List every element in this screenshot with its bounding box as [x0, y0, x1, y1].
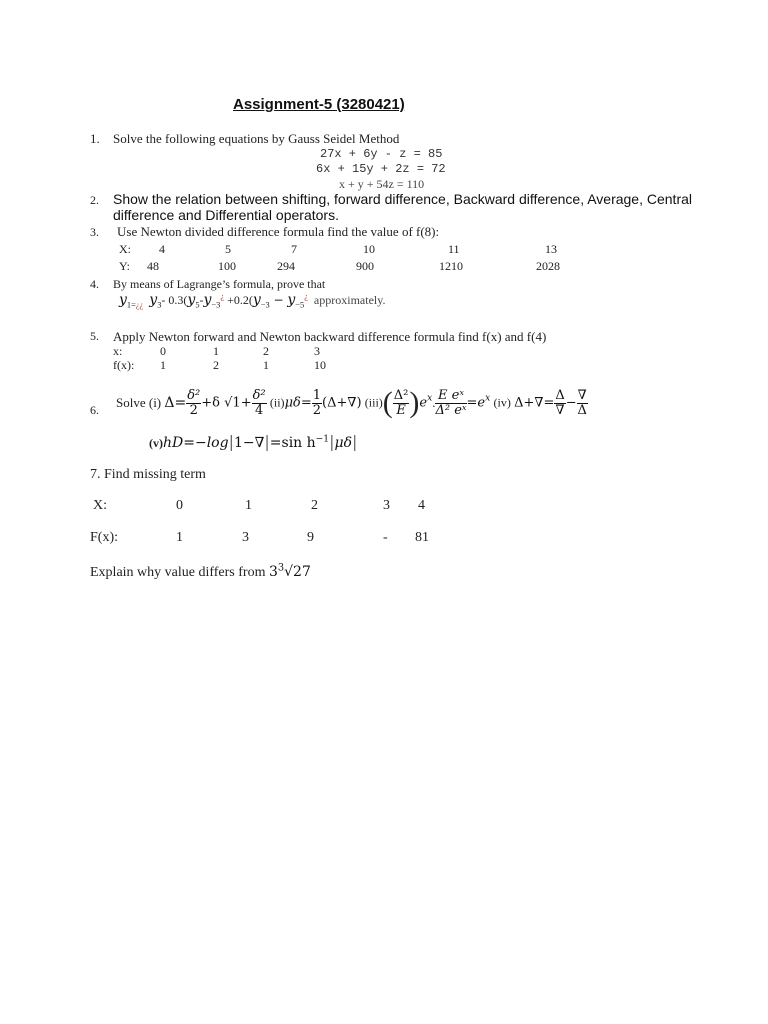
q4-glyph: ¿: [220, 292, 225, 301]
q3-y-value: 900: [356, 259, 374, 273]
q7-x-value: 2: [311, 498, 318, 513]
q6-iii-rhs-sup: x: [485, 393, 491, 404]
q2-text-line2: [113, 207, 339, 223]
q4-minus: −: [269, 293, 288, 307]
q2-line2-text: difference and Differential operators: [113, 207, 336, 223]
q6-v-bar-open: |: [228, 432, 234, 451]
q3-y-label: Y:: [119, 259, 130, 273]
q6-iii-d2: Δ² eˣ: [435, 402, 467, 418]
q6-iii-close-paren: ): [409, 386, 420, 419]
q6-iv-frac2: [577, 389, 588, 417]
q4-number: 4.: [90, 277, 99, 291]
q3-x-value: 13: [545, 242, 557, 256]
q6-iii-frac2: [435, 389, 466, 417]
q6-iv-label: (iv): [493, 395, 511, 410]
q6-iv-frac1: [554, 389, 565, 417]
q7-f-value: 81: [415, 530, 429, 545]
q6-iv-lhs: Δ+∇=: [514, 395, 555, 411]
q1-equation-3: x + y + 54z = 110: [339, 177, 425, 191]
q3-x-value: 11: [448, 242, 460, 256]
q6-iv-minus: −: [565, 395, 577, 411]
q6-formula-line2: [149, 432, 357, 451]
q7-expr-root: √27: [284, 564, 311, 580]
q4-ym3: y: [203, 292, 212, 308]
q6-ii-n: 1: [312, 387, 322, 403]
q4-y1-sub-text: 1=: [126, 300, 136, 310]
q7-x-label: X:: [93, 498, 107, 513]
q3-x-value: 7: [291, 242, 297, 256]
q4-part2: +0.2(: [224, 293, 253, 307]
q4-glyph-2: ¿: [304, 292, 308, 301]
q6-solve-label: Solve (i): [116, 395, 162, 410]
q5-x-value: 2: [263, 344, 269, 358]
q5-number: 5.: [90, 329, 99, 343]
q6-i-n2: δ²: [252, 387, 266, 403]
q6-v-bar-open-2: |: [329, 432, 335, 451]
q6-iii-n1: Δ²: [393, 387, 409, 403]
q1-equation-2: 6x + 15y + 2z = 72: [316, 162, 446, 176]
q5-x-label: x:: [113, 344, 123, 358]
q4-y3: y: [149, 292, 158, 308]
q6-v-expr: hD=−log: [163, 435, 229, 451]
q6-i-frac2: [252, 389, 267, 417]
q3-x-value: 5: [225, 242, 231, 256]
q4-y1-sub-glyph: ¿¿: [135, 300, 144, 310]
q5-f-label: f(x):: [113, 358, 135, 372]
q7-explain-text: Explain why value differs from: [90, 565, 266, 580]
q4-part1: - 0.3(: [161, 293, 188, 307]
q4-dash: -: [199, 293, 204, 307]
q4-approx: approximately.: [313, 293, 386, 307]
q4-y5: y: [187, 292, 196, 308]
q7-x-value: 1: [245, 498, 252, 513]
q7-f-value: 1: [176, 530, 183, 545]
q5-x-value: 1: [213, 344, 219, 358]
q5-f-value: 1: [160, 358, 166, 372]
q6-i-d1: 2: [189, 402, 198, 418]
q4-text: By means of Lagrange’s formula, prove that: [113, 277, 326, 291]
q4-ym5: y: [287, 292, 296, 308]
q5-x-value: 3: [314, 344, 320, 358]
q4-ym3b: y: [252, 292, 261, 308]
q7-heading: 7. Find missing term: [90, 467, 206, 482]
q6-v-mid: 1−∇: [233, 435, 265, 451]
q6-iii-open-paren: (: [382, 386, 393, 419]
q1-equation-1: 27x + 6y - z = 85: [320, 147, 443, 161]
q3-y-value: 100: [218, 259, 236, 273]
q6-iii-ex-sup: x: [427, 393, 433, 404]
q6-iv-d2: Δ: [577, 402, 587, 418]
q6-formula-line1: [116, 388, 588, 418]
q6-iii-n2: E eˣ: [435, 389, 466, 404]
q5-x-value: 0: [160, 344, 166, 358]
q6-iii-dot: .: [432, 395, 436, 410]
q3-x-value: 10: [363, 242, 375, 256]
q2-number: 2.: [90, 193, 99, 207]
q7-x-value: 0: [176, 498, 183, 513]
q6-number: 6.: [90, 403, 99, 417]
q6-ii-rhs: (Δ+∇): [322, 395, 362, 411]
q5-f-value: 2: [213, 358, 219, 372]
q6-i-n1: δ²: [187, 387, 201, 403]
q3-y-value: 2028: [536, 259, 560, 273]
q4-ym5-sub: −5: [295, 300, 305, 310]
q6-ii-label: (ii): [269, 395, 285, 410]
q6-v-eq: =sin h: [269, 435, 316, 451]
q6-iii-d1: E: [396, 402, 406, 418]
q6-ii-lhs: μδ=: [284, 395, 312, 411]
q3-x-value: 4: [159, 242, 165, 256]
q3-y-value: 1210: [439, 259, 463, 273]
q6-iii-ex: e: [419, 395, 428, 411]
q7-x-value: 3: [383, 498, 390, 513]
q6-iv-d1: ∇: [555, 402, 565, 418]
q6-iii-frac1: [393, 389, 410, 417]
q7-f-value: 3: [242, 530, 249, 545]
q5-f-value: 10: [314, 358, 326, 372]
q6-iv-n1: Δ: [555, 387, 565, 403]
q4-y1-sub: [127, 300, 143, 309]
q6-v-bar-close-2: |: [352, 432, 358, 451]
q3-x-label: X:: [119, 242, 131, 256]
q6-ii-frac: [312, 389, 322, 417]
q4-y1: y: [119, 292, 127, 308]
q6-i-lhs: Δ=: [164, 395, 187, 411]
q5-text: Apply Newton forward and Newton backward difference formula find f(x) and f(4): [113, 329, 547, 344]
q6-v-sup: −1: [315, 434, 330, 445]
q7-expr-base: 3: [268, 564, 278, 580]
q6-i-mid: +δ √1+: [201, 395, 252, 411]
q3-y-value: 294: [277, 259, 295, 273]
q2-line2-period: .: [335, 207, 339, 223]
q2-text-line1: Show the relation between shifting, forward difference, Backward difference, Average, Central: [113, 191, 693, 207]
q4-formula: [119, 292, 385, 308]
q6-v-end: μδ: [334, 435, 352, 451]
page-title: Assignment-5 (3280421): [233, 96, 405, 113]
q7-f-label: F(x):: [90, 530, 118, 545]
q4-ym3-sub: −3: [211, 300, 221, 310]
q7-expr-sup: 3: [277, 562, 285, 574]
q1-text: Solve the following equations by Gauss Seidel Method: [113, 131, 400, 146]
q6-iii-rhs: =e: [466, 395, 486, 411]
q6-v-bar-close: |: [264, 432, 270, 451]
q6-v-label: (v): [149, 436, 163, 450]
q7-x-value: 4: [418, 498, 425, 513]
q5-f-value: 1: [263, 358, 269, 372]
q3-number: 3.: [90, 225, 99, 239]
q4-y3-sub: 3: [157, 300, 162, 310]
q7-f-value: -: [383, 530, 388, 545]
q7-f-value: 9: [307, 530, 314, 545]
q6-iv-n2: ∇: [577, 387, 587, 403]
q1-number: 1.: [90, 131, 100, 146]
q6-i-d2: 4: [254, 402, 264, 418]
q4-ym3b-sub: −3: [260, 300, 270, 310]
q3-y-value: 48: [147, 259, 159, 273]
q4-y5-sub: 5: [195, 300, 200, 310]
q6-ii-d: 2: [312, 402, 322, 418]
q3-text: Use Newton divided difference formula find the value of f(8):: [117, 224, 440, 239]
q6-iii-label: (iii): [364, 395, 383, 410]
q6-i-frac1: [186, 389, 201, 417]
q7-explain: [90, 564, 311, 581]
